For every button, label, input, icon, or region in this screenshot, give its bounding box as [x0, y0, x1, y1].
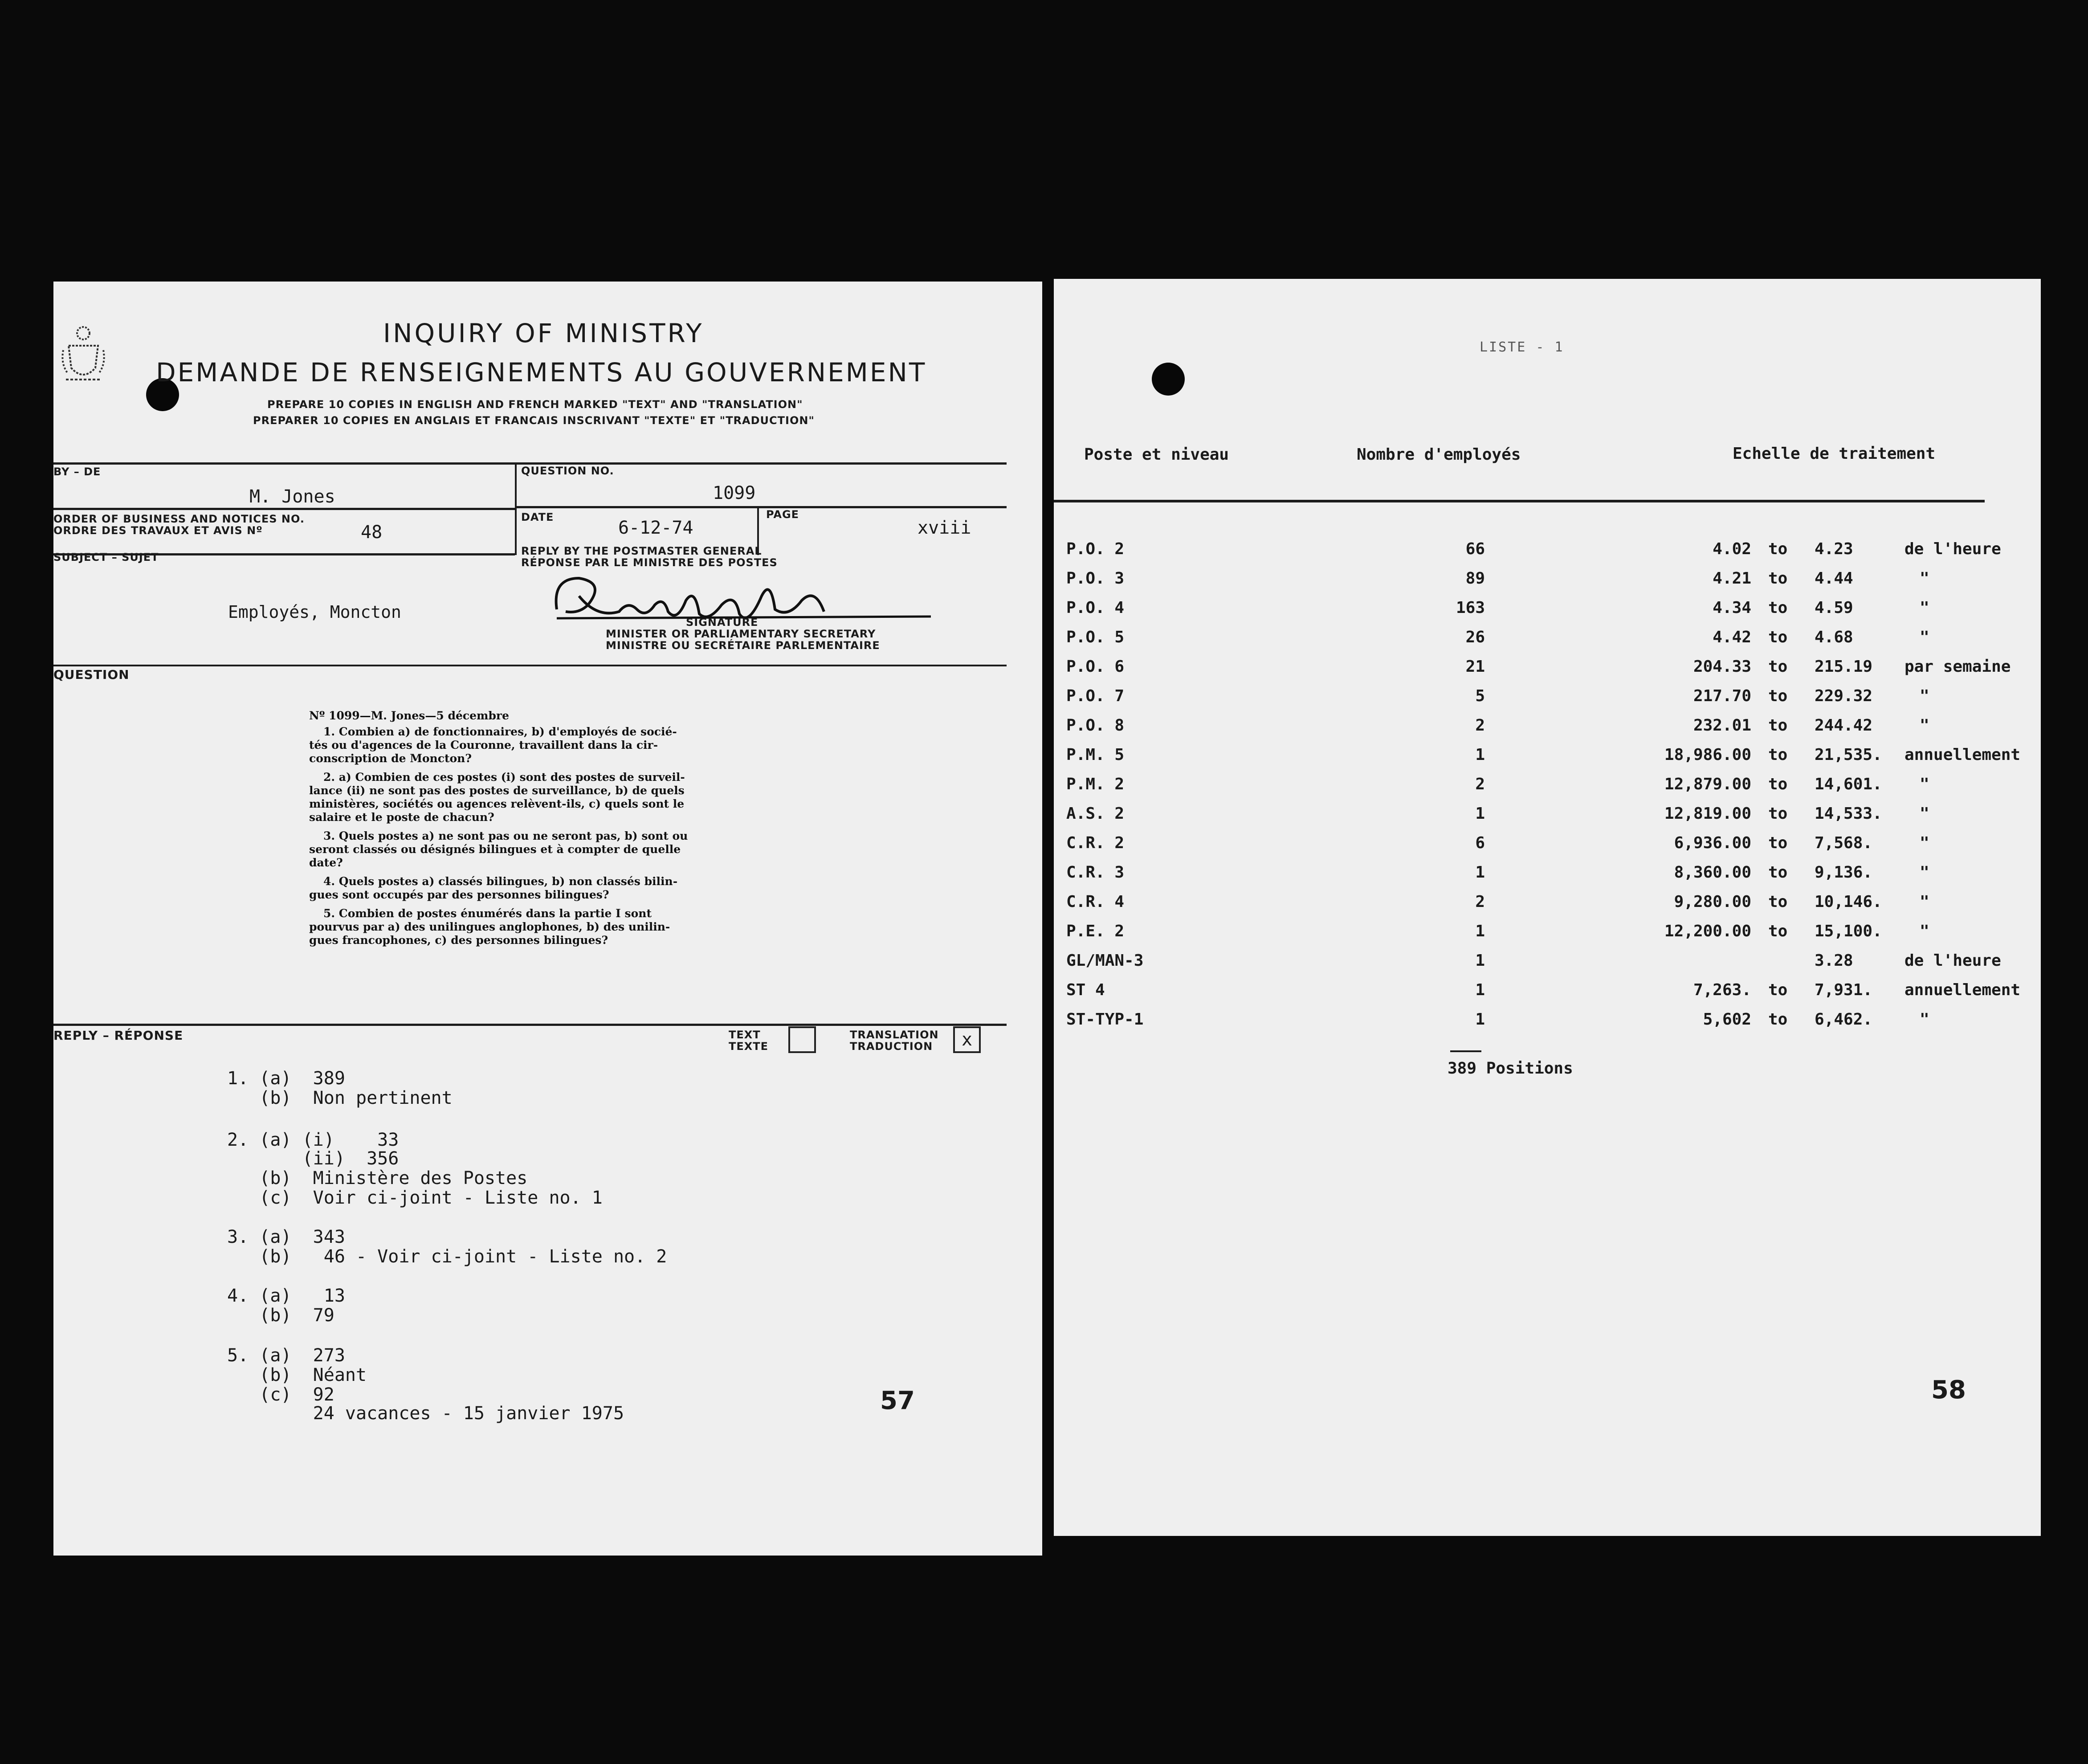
right-page — [1054, 279, 2041, 1536]
total-positions: 389 Positions — [1448, 1059, 1573, 1078]
reply-rule — [53, 1024, 1007, 1026]
question-no-label: QUESTION NO. — [521, 465, 614, 477]
cell-a: 9,136. — [1815, 863, 1873, 882]
cell-nombre: 1 — [1475, 951, 1485, 970]
cell-nombre: 1 — [1475, 746, 1485, 764]
cell-to: to — [1768, 775, 1788, 793]
question-line: ministères, sociétés ou agences relèvent-ils, c) quels sont le — [309, 797, 685, 810]
question-line: date? — [309, 856, 343, 869]
form-mid-divider — [515, 462, 517, 555]
cell-nombre: 6 — [1475, 834, 1485, 852]
cell-de: 5,602 — [1703, 1010, 1751, 1029]
cell-a: 229.32 — [1815, 687, 1873, 705]
answer-line: (c) Voir ci-joint - Liste no. 1 — [227, 1188, 603, 1208]
cell-nombre: 1 — [1475, 804, 1485, 823]
cell-de: 12,819.00 — [1664, 804, 1751, 823]
cell-a: 4.23 — [1815, 540, 1853, 558]
cell-a: 215.19 — [1815, 657, 1873, 676]
header-title-fr: DEMANDE DE RENSEIGNEMENTS AU GOUVERNEMENT — [156, 357, 927, 388]
cell-unit: " — [1920, 893, 1929, 911]
subject-value: Employés, Moncton — [228, 602, 401, 622]
cell-nombre: 163 — [1456, 599, 1485, 617]
cell-unit: " — [1920, 922, 1929, 940]
header-instructions-en: PREPARE 10 COPIES IN ENGLISH AND FRENCH MARKED "TEXT" AND "TRANSLATION" — [267, 398, 803, 411]
cell-to: to — [1768, 657, 1788, 676]
page-label: PAGE — [766, 508, 799, 521]
cell-poste: P.O. 6 — [1066, 657, 1125, 676]
cell-de: 7,263. — [1693, 981, 1751, 999]
date-label: DATE — [521, 511, 554, 523]
answer-line: 24 vacances - 15 janvier 1975 — [227, 1403, 624, 1424]
reply-by-fr: RÉPONSE PAR LE MINISTRE DES POSTES — [521, 556, 778, 569]
answer-line: (b) Néant — [227, 1365, 367, 1385]
cell-poste: P.M. 2 — [1066, 775, 1125, 793]
cell-to: to — [1768, 922, 1788, 940]
cell-a: 14,601. — [1815, 775, 1882, 793]
cell-unit: " — [1920, 628, 1929, 646]
cell-de: 18,986.00 — [1664, 746, 1751, 764]
cell-unit: " — [1920, 687, 1929, 705]
total-rule — [1450, 1050, 1481, 1052]
cell-unit: " — [1920, 804, 1929, 823]
cell-poste: P.O. 8 — [1066, 716, 1125, 735]
translation-checkbox: x — [953, 1026, 981, 1053]
cell-de: 4.21 — [1713, 569, 1751, 588]
cell-a: 4.68 — [1815, 628, 1853, 646]
cell-poste: P.O. 4 — [1066, 599, 1125, 617]
cell-to: to — [1768, 569, 1788, 588]
cell-nombre: 2 — [1475, 775, 1485, 793]
cell-de: 6,936.00 — [1674, 834, 1751, 852]
cell-nombre: 89 — [1465, 569, 1485, 588]
col-header-poste: Poste et niveau — [1084, 445, 1229, 464]
cell-unit: " — [1920, 834, 1929, 852]
answer-line: 1. (a) 389 — [227, 1068, 345, 1089]
question-line: 1. Combien a) de fonctionnaires, b) d'employés de socié- — [323, 725, 677, 738]
cell-a: 4.44 — [1815, 569, 1853, 588]
answer-line: 5. (a) 273 — [227, 1345, 345, 1366]
cell-de: 204.33 — [1693, 657, 1751, 676]
answer-line: 3. (a) 343 — [227, 1227, 345, 1247]
cell-poste: ST-TYP-1 — [1066, 1010, 1144, 1029]
question-no-value: 1099 — [713, 483, 756, 503]
cell-unit: " — [1920, 716, 1929, 735]
translation-label-en: TRANSLATION — [850, 1029, 939, 1041]
form-row-rule — [515, 506, 1007, 508]
form-row-rule — [53, 508, 515, 510]
cell-to: to — [1768, 1010, 1788, 1029]
cell-a: 14,533. — [1815, 804, 1882, 823]
cell-unit: par semaine — [1904, 657, 2011, 676]
cell-nombre: 66 — [1465, 540, 1485, 558]
page-value: xviii — [918, 518, 971, 538]
question-line: 5. Combien de postes énumérés dans la partie I sont — [323, 907, 652, 920]
cell-poste: P.M. 5 — [1066, 746, 1125, 764]
cell-poste: A.S. 2 — [1066, 804, 1125, 823]
answer-line: (ii) 356 — [227, 1148, 399, 1169]
question-line: seront classés ou désignés bilingues et à compter de quelle — [309, 843, 681, 856]
cell-to: to — [1768, 981, 1788, 999]
cell-poste: P.E. 2 — [1066, 922, 1125, 940]
signature-label: SIGNATURE — [686, 616, 759, 629]
cell-a: 4.59 — [1815, 599, 1853, 617]
question-line: 2. a) Combien de ces postes (i) sont des postes de surveil- — [323, 771, 685, 784]
cell-poste: P.O. 7 — [1066, 687, 1125, 705]
cell-nombre: 5 — [1475, 687, 1485, 705]
order-value: 48 — [361, 522, 383, 543]
cell-a: 244.42 — [1815, 716, 1873, 735]
cell-to: to — [1768, 716, 1788, 735]
left-page — [53, 282, 1042, 1556]
page-number: 57 — [880, 1386, 915, 1415]
col-header-echelle: Echelle de traitement — [1733, 445, 1936, 463]
text-label-en: TEXT — [729, 1029, 761, 1041]
question-rule — [53, 665, 1007, 666]
answer-line: (b) Non pertinent — [227, 1088, 453, 1108]
cell-poste: C.R. 3 — [1066, 863, 1125, 882]
answer-line: (b) 46 - Voir ci-joint - Liste no. 2 — [227, 1246, 667, 1267]
answer-line: (b) Ministère des Postes — [227, 1168, 528, 1188]
cell-nombre: 1 — [1475, 863, 1485, 882]
date-value: 6-12-74 — [618, 518, 693, 538]
question-label: QUESTION — [53, 667, 130, 682]
cell-poste: C.R. 2 — [1066, 834, 1125, 852]
cell-unit: annuellement — [1904, 746, 2021, 764]
question-line: salaire et le poste de chacun? — [309, 811, 494, 824]
cell-unit: de l'heure — [1904, 951, 2001, 970]
cell-a: 7,931. — [1815, 981, 1873, 999]
cell-a: 3.28 — [1815, 951, 1853, 970]
cell-unit: " — [1920, 599, 1929, 617]
cell-de: 12,200.00 — [1664, 922, 1751, 940]
question-line: lance (ii) ne sont pas des postes de surveillance, b) de quels — [309, 784, 685, 797]
cell-nombre: 1 — [1475, 1010, 1485, 1029]
table-header-rule — [1054, 500, 1985, 502]
text-label-fr: TEXTE — [729, 1040, 769, 1053]
subject-label: SUBJECT – SUJET — [53, 551, 159, 564]
list-heading: LISTE - 1 — [1480, 339, 1564, 355]
answer-line: 4. (a) 13 — [227, 1286, 345, 1306]
reply-label: REPLY – RÉPONSE — [53, 1028, 184, 1043]
order-label-en: ORDER OF BUSINESS AND NOTICES NO. — [53, 513, 305, 525]
cell-to: to — [1768, 599, 1788, 617]
cell-poste: ST 4 — [1066, 981, 1105, 999]
by-value: M. Jones — [249, 486, 335, 507]
answer-line: 2. (a) (i) 33 — [227, 1130, 399, 1150]
cell-a: 15,100. — [1815, 922, 1882, 940]
question-line: tés ou d'agences de la Couronne, travaillent dans la cir- — [309, 739, 658, 751]
cell-nombre: 1 — [1475, 922, 1485, 940]
cell-unit: " — [1920, 863, 1929, 882]
question-line: pourvus par a) des unilingues anglophones, b) des unilin- — [309, 920, 670, 933]
cell-unit: " — [1920, 1010, 1929, 1029]
cell-to: to — [1768, 687, 1788, 705]
cell-a: 10,146. — [1815, 893, 1882, 911]
header-title: INQUIRY OF MINISTRY — [383, 318, 704, 348]
cell-to: to — [1768, 746, 1788, 764]
cell-poste: P.O. 5 — [1066, 628, 1125, 646]
question-line: gues francophones, c) des personnes bilingues? — [309, 934, 608, 947]
text-checkbox — [788, 1026, 816, 1053]
cell-to: to — [1768, 863, 1788, 882]
question-line: 4. Quels postes a) classés bilingues, b) non classés bilin- — [323, 875, 678, 888]
cell-de: 4.42 — [1713, 628, 1751, 646]
cell-to: to — [1768, 540, 1788, 558]
translation-label-fr: TRADUCTION — [850, 1040, 933, 1053]
cell-de: 9,280.00 — [1674, 893, 1751, 911]
coat-of-arms-icon — [60, 323, 107, 386]
answer-line: (b) 79 — [227, 1305, 334, 1326]
header-instructions-fr: PREPARER 10 COPIES EN ANGLAIS ET FRANCAIS INSCRIVANT "TEXTE" ET "TRADUCTION" — [253, 414, 815, 427]
cell-unit: " — [1920, 775, 1929, 793]
minister-en: MINISTER OR PARLIAMENTARY SECRETARY — [606, 628, 876, 640]
cell-to: to — [1768, 804, 1788, 823]
col-header-nombre: Nombre d'employés — [1357, 445, 1521, 464]
cell-to: to — [1768, 834, 1788, 852]
cell-unit: " — [1920, 569, 1929, 588]
cell-a: 6,462. — [1815, 1010, 1873, 1029]
cell-a: 21,535. — [1815, 746, 1882, 764]
reply-by-en: REPLY BY THE POSTMASTER GENERAL — [521, 545, 762, 557]
cell-poste: GL/MAN-3 — [1066, 951, 1144, 970]
by-label: BY – DE — [53, 466, 101, 478]
cell-nombre: 2 — [1475, 893, 1485, 911]
order-label-fr: ORDRE DES TRAVAUX ET AVIS Nº — [53, 524, 263, 537]
answer-line: (c) 92 — [227, 1384, 334, 1405]
punch-hole — [1152, 363, 1185, 396]
question-line: conscription de Moncton? — [309, 752, 472, 765]
cell-nombre: 26 — [1465, 628, 1485, 646]
cell-poste: P.O. 2 — [1066, 540, 1125, 558]
minister-fr: MINISTRE OU SECRÉTAIRE PARLEMENTAIRE — [606, 639, 880, 652]
cell-poste: P.O. 3 — [1066, 569, 1125, 588]
cell-nombre: 2 — [1475, 716, 1485, 735]
cell-to: to — [1768, 628, 1788, 646]
question-line: 3. Quels postes a) ne sont pas ou ne seront pas, b) sont ou — [323, 829, 688, 842]
question-heading: Nº 1099—M. Jones—5 décembre — [309, 709, 509, 722]
cell-poste: C.R. 4 — [1066, 893, 1125, 911]
cell-to: to — [1768, 893, 1788, 911]
cell-unit: annuellement — [1904, 981, 2021, 999]
cell-de: 12,879.00 — [1664, 775, 1751, 793]
cell-de: 4.34 — [1713, 599, 1751, 617]
cell-a: 7,568. — [1815, 834, 1873, 852]
cell-de: 217.70 — [1693, 687, 1751, 705]
cell-de: 232.01 — [1693, 716, 1751, 735]
cell-unit: de l'heure — [1904, 540, 2001, 558]
cell-nombre: 1 — [1475, 981, 1485, 999]
cell-de: 8,360.00 — [1674, 863, 1751, 882]
question-line: gues sont occupés par des personnes bilingues? — [309, 888, 609, 901]
cell-de: 4.02 — [1713, 540, 1751, 558]
page-number: 58 — [1931, 1376, 1966, 1405]
cell-nombre: 21 — [1465, 657, 1485, 676]
